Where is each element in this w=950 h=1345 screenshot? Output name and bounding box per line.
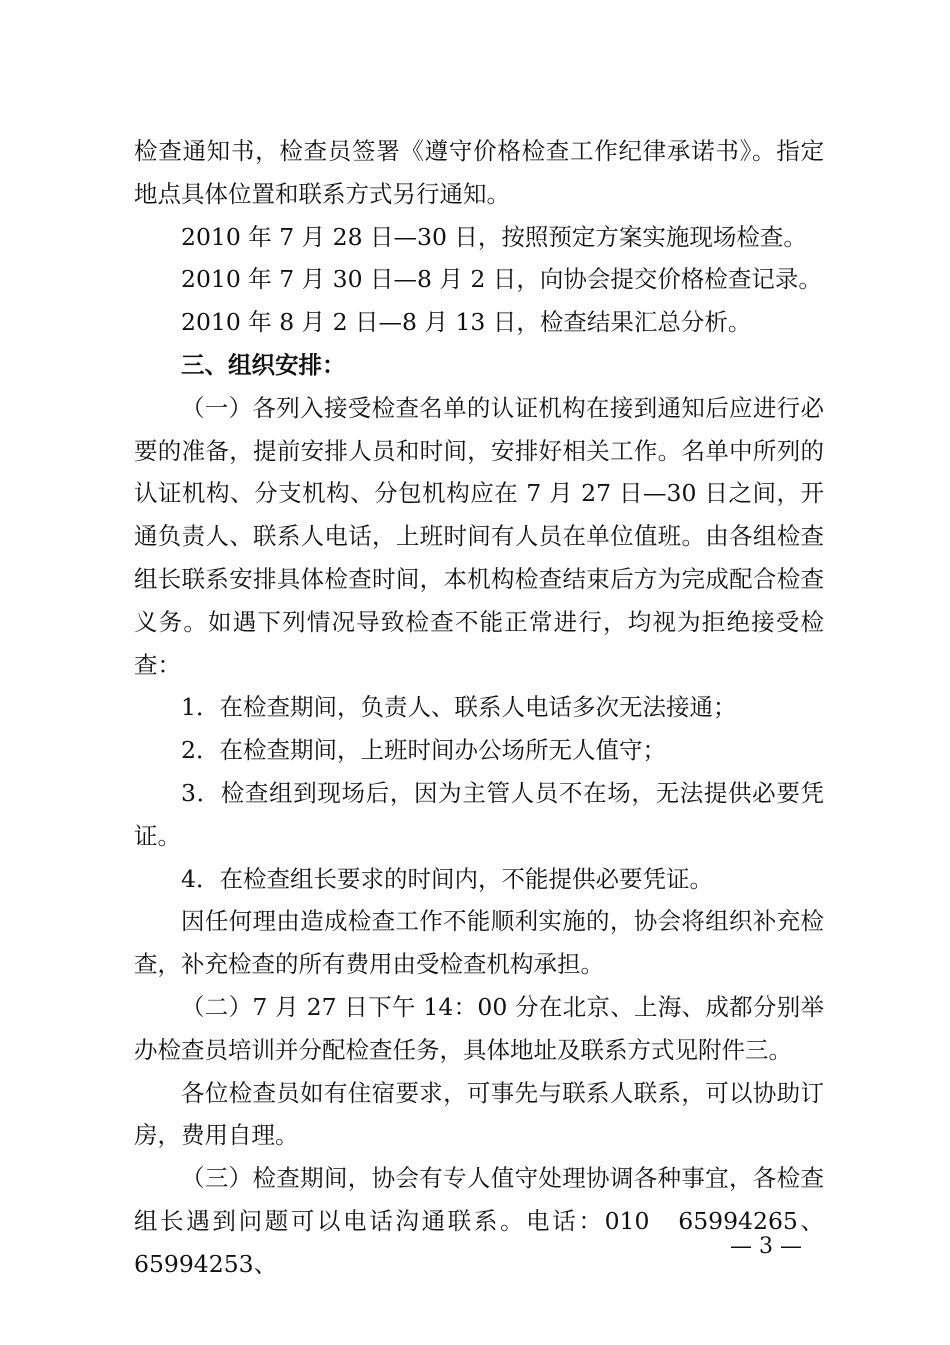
paragraph-notice-continuation: 检查通知书，检查员签署《遵守价格检查工作纪律承诺书》。指定地点具体位置和联系方式另行通知。 [134,137,824,208]
paragraph-item-two: （二）7 月 27 日下午 14：00 分在北京、上海、成都分别举办检查员培训并分配检查任务，具体地址及联系方式见附件三。 [134,992,824,1064]
paragraph-schedule-submit: 2010 年 7 月 30 日—8 月 2 日，向协会提交价格检查记录。 [181,265,822,294]
document-body [134,130,824,1286]
paragraph-schedule-onsite: 2010 年 7 月 28 日—30 日，按照预定方案实施现场检查。 [181,222,807,251]
paragraph-schedule-analysis: 2010 年 8 月 2 日—8 月 13 日，检查结果汇总分析。 [181,308,752,337]
paragraph-supplementary-check: 因任何理由造成检查工作不能顺利实施的，协会将组织补充检查，补充检查的所有费用由受检查机构承担。 [134,907,824,979]
list-item-2: 2．在检查期间，上班时间办公场所无人值守； [181,736,666,765]
paragraph-accommodation: 各位检查员如有住宿要求，可事先与联系人联系，可以协助订房，费用自理。 [134,1078,824,1150]
list-item-1: 1．在检查期间，负责人、联系人电话多次无法接通； [181,693,737,722]
section-heading-organization: 三、组织安排： [181,350,346,379]
list-item-3: 3．检查组到现场后，因为主管人员不在场，无法提供必要凭证。 [134,778,824,850]
paragraph-item-one: （一）各列入接受检查名单的认证机构在接到通知后应进行必要的准备，提前安排人员和时间，安排好相关工作。名单中所列的认证机构、分支机构、分包机构应在 7 月 27 日—30 日之间，开通负责人、联系人电话，上班时间有人员在单位值班。由各组检查组长联系安排具体检查时间，本机构检查结束后方为完成配合检查义务。如遇下列情况导致检查不能正常进行，均视为拒绝接受检查： [134,393,824,679]
paragraph-item-three: （三）检查期间，协会有专人值守处理协调各种事宜，各检查组长遇到问题可以电话沟通联系。电话：010 65994265、65994253、 [134,1164,824,1278]
list-item-4: 4．在检查组长要求的时间内，不能提供必要凭证。 [181,864,713,893]
page-number: — 3 — [730,1234,802,1259]
